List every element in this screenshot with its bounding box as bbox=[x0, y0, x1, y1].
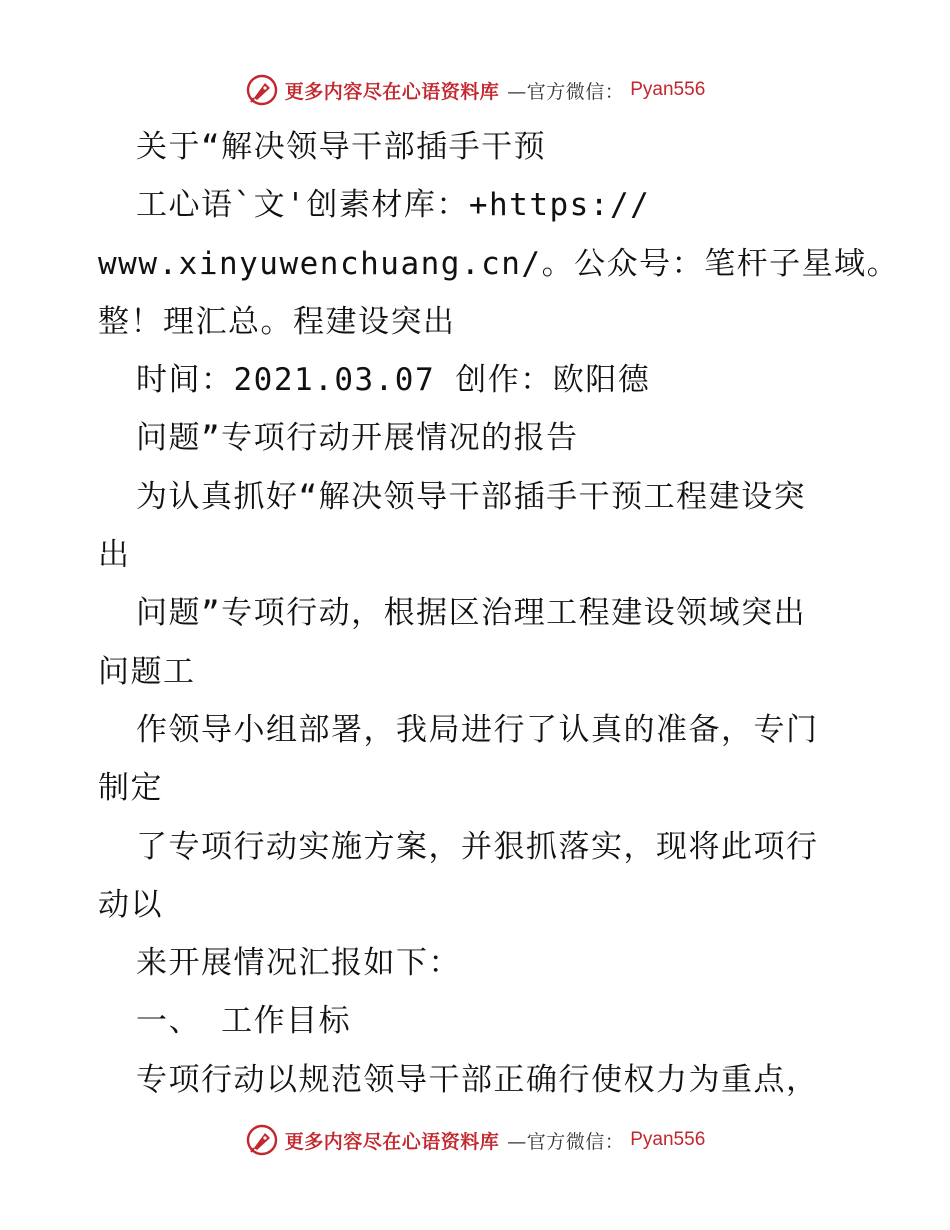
text-line: 问题工 bbox=[98, 653, 196, 690]
banner-main-text: 更多内容尽在心语资料库 bbox=[284, 1130, 500, 1153]
text-line: 制定 bbox=[98, 770, 163, 807]
footer-watermark-banner bbox=[0, 1120, 950, 1160]
text-line: 关于“解决领导干部插手干预 bbox=[136, 129, 547, 165]
banner-wechat-id: Pyan556 bbox=[630, 1129, 706, 1150]
banner-separator-text: —官方微信： bbox=[507, 1130, 625, 1153]
text-line: 动以 bbox=[98, 886, 163, 923]
banner-separator-text: —官方微信： bbox=[507, 80, 625, 103]
text-line: www.xinyuwenchuang.cn/。公众号：笔杆子星域。 bbox=[98, 245, 900, 282]
text-line: 整！理汇总。程建设突出 bbox=[98, 303, 456, 340]
text-line: 出 bbox=[98, 537, 131, 574]
text-line: 了专项行动实施方案，并狠抓落实，现将此项行 bbox=[136, 828, 819, 865]
text-line: 一、 工作目标 bbox=[136, 1003, 352, 1040]
banner-wechat-id: Pyan556 bbox=[630, 79, 706, 100]
text-line: 问题”专项行动开展情况的报告 bbox=[136, 420, 579, 457]
text-line: 工心语`文'创素材库：+https:// bbox=[136, 187, 651, 224]
text-line: 为认真抓好“解决领导干部插手干预工程建设突 bbox=[136, 478, 807, 515]
pen-nib-logo-icon bbox=[245, 73, 279, 107]
text-line: 专项行动以规范领导干部正确行使权力为重点， bbox=[136, 1061, 819, 1098]
document-body bbox=[98, 118, 900, 1109]
header-watermark-banner bbox=[0, 70, 950, 110]
banner-main-text: 更多内容尽在心语资料库 bbox=[284, 80, 500, 103]
text-line: 问题”专项行动，根据区治理工程建设领域突出 bbox=[136, 595, 807, 632]
text-line: 时间：2021.03.07 创作：欧阳德 bbox=[136, 362, 651, 399]
text-line: 作领导小组部署，我局进行了认真的准备，专门 bbox=[136, 711, 819, 748]
text-line: 来开展情况汇报如下： bbox=[136, 945, 461, 982]
pen-nib-logo-icon bbox=[245, 1123, 279, 1157]
